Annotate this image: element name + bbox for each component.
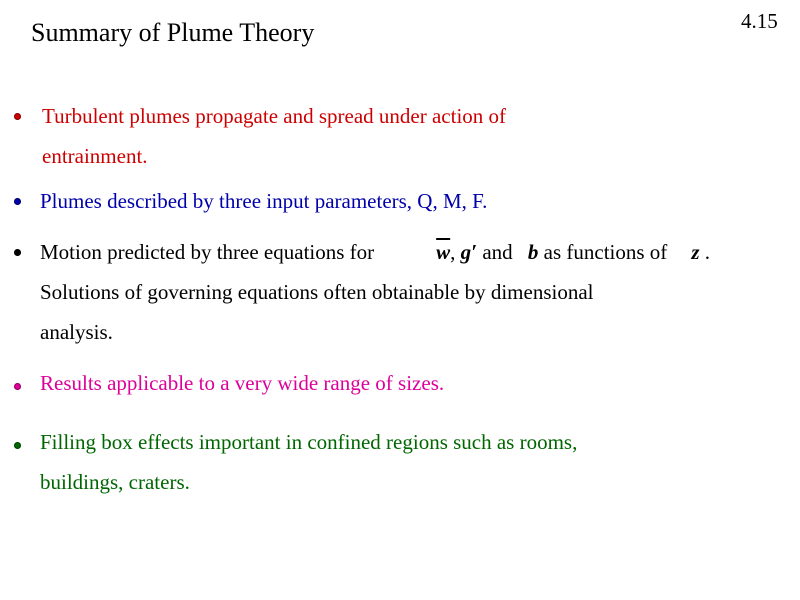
variable-z: z	[691, 240, 700, 264]
bullet-dot-icon	[14, 383, 21, 390]
bullet-line	[40, 232, 710, 272]
bullet-line: Solutions of governing equations often obtainable by dimensional	[40, 280, 594, 304]
bullet-text	[40, 363, 444, 403]
bullet-line: buildings, craters.	[40, 470, 190, 494]
bullet-text	[42, 96, 506, 176]
bullet-line: Results applicable to a very wide range of sizes.	[40, 371, 445, 395]
bullet-text	[40, 422, 577, 502]
bullet-line: Turbulent plumes propagate and spread under action of	[42, 104, 507, 128]
period: .	[704, 240, 710, 264]
middle-text: as functions of	[543, 240, 668, 264]
and-word: and	[482, 240, 513, 264]
bullet-dot-icon	[14, 198, 21, 205]
bullet-line: entrainment.	[42, 144, 148, 168]
bullet-dot-icon	[14, 442, 21, 449]
bullet-line: analysis.	[40, 320, 113, 344]
bullet-text	[40, 232, 710, 352]
variable-g-prime: g′	[460, 240, 478, 264]
variable-w: $\overline{w}$	[436, 240, 451, 264]
page-number: 4.15	[741, 9, 778, 33]
bullet-dot-icon	[14, 113, 21, 120]
motion-prefix: Motion predicted by three equations for	[40, 240, 375, 264]
bullet-dot-icon	[14, 249, 21, 256]
comma: ,	[450, 240, 456, 264]
bullet-line: Plumes described by three input parameters, Q, M, F.	[40, 189, 488, 213]
bullet-text	[40, 181, 487, 221]
bullet-line: Filling box effects important in confined regions such as rooms,	[40, 430, 578, 454]
page-title: Summary of Plume Theory	[31, 18, 315, 47]
variable-b: b	[527, 240, 539, 264]
